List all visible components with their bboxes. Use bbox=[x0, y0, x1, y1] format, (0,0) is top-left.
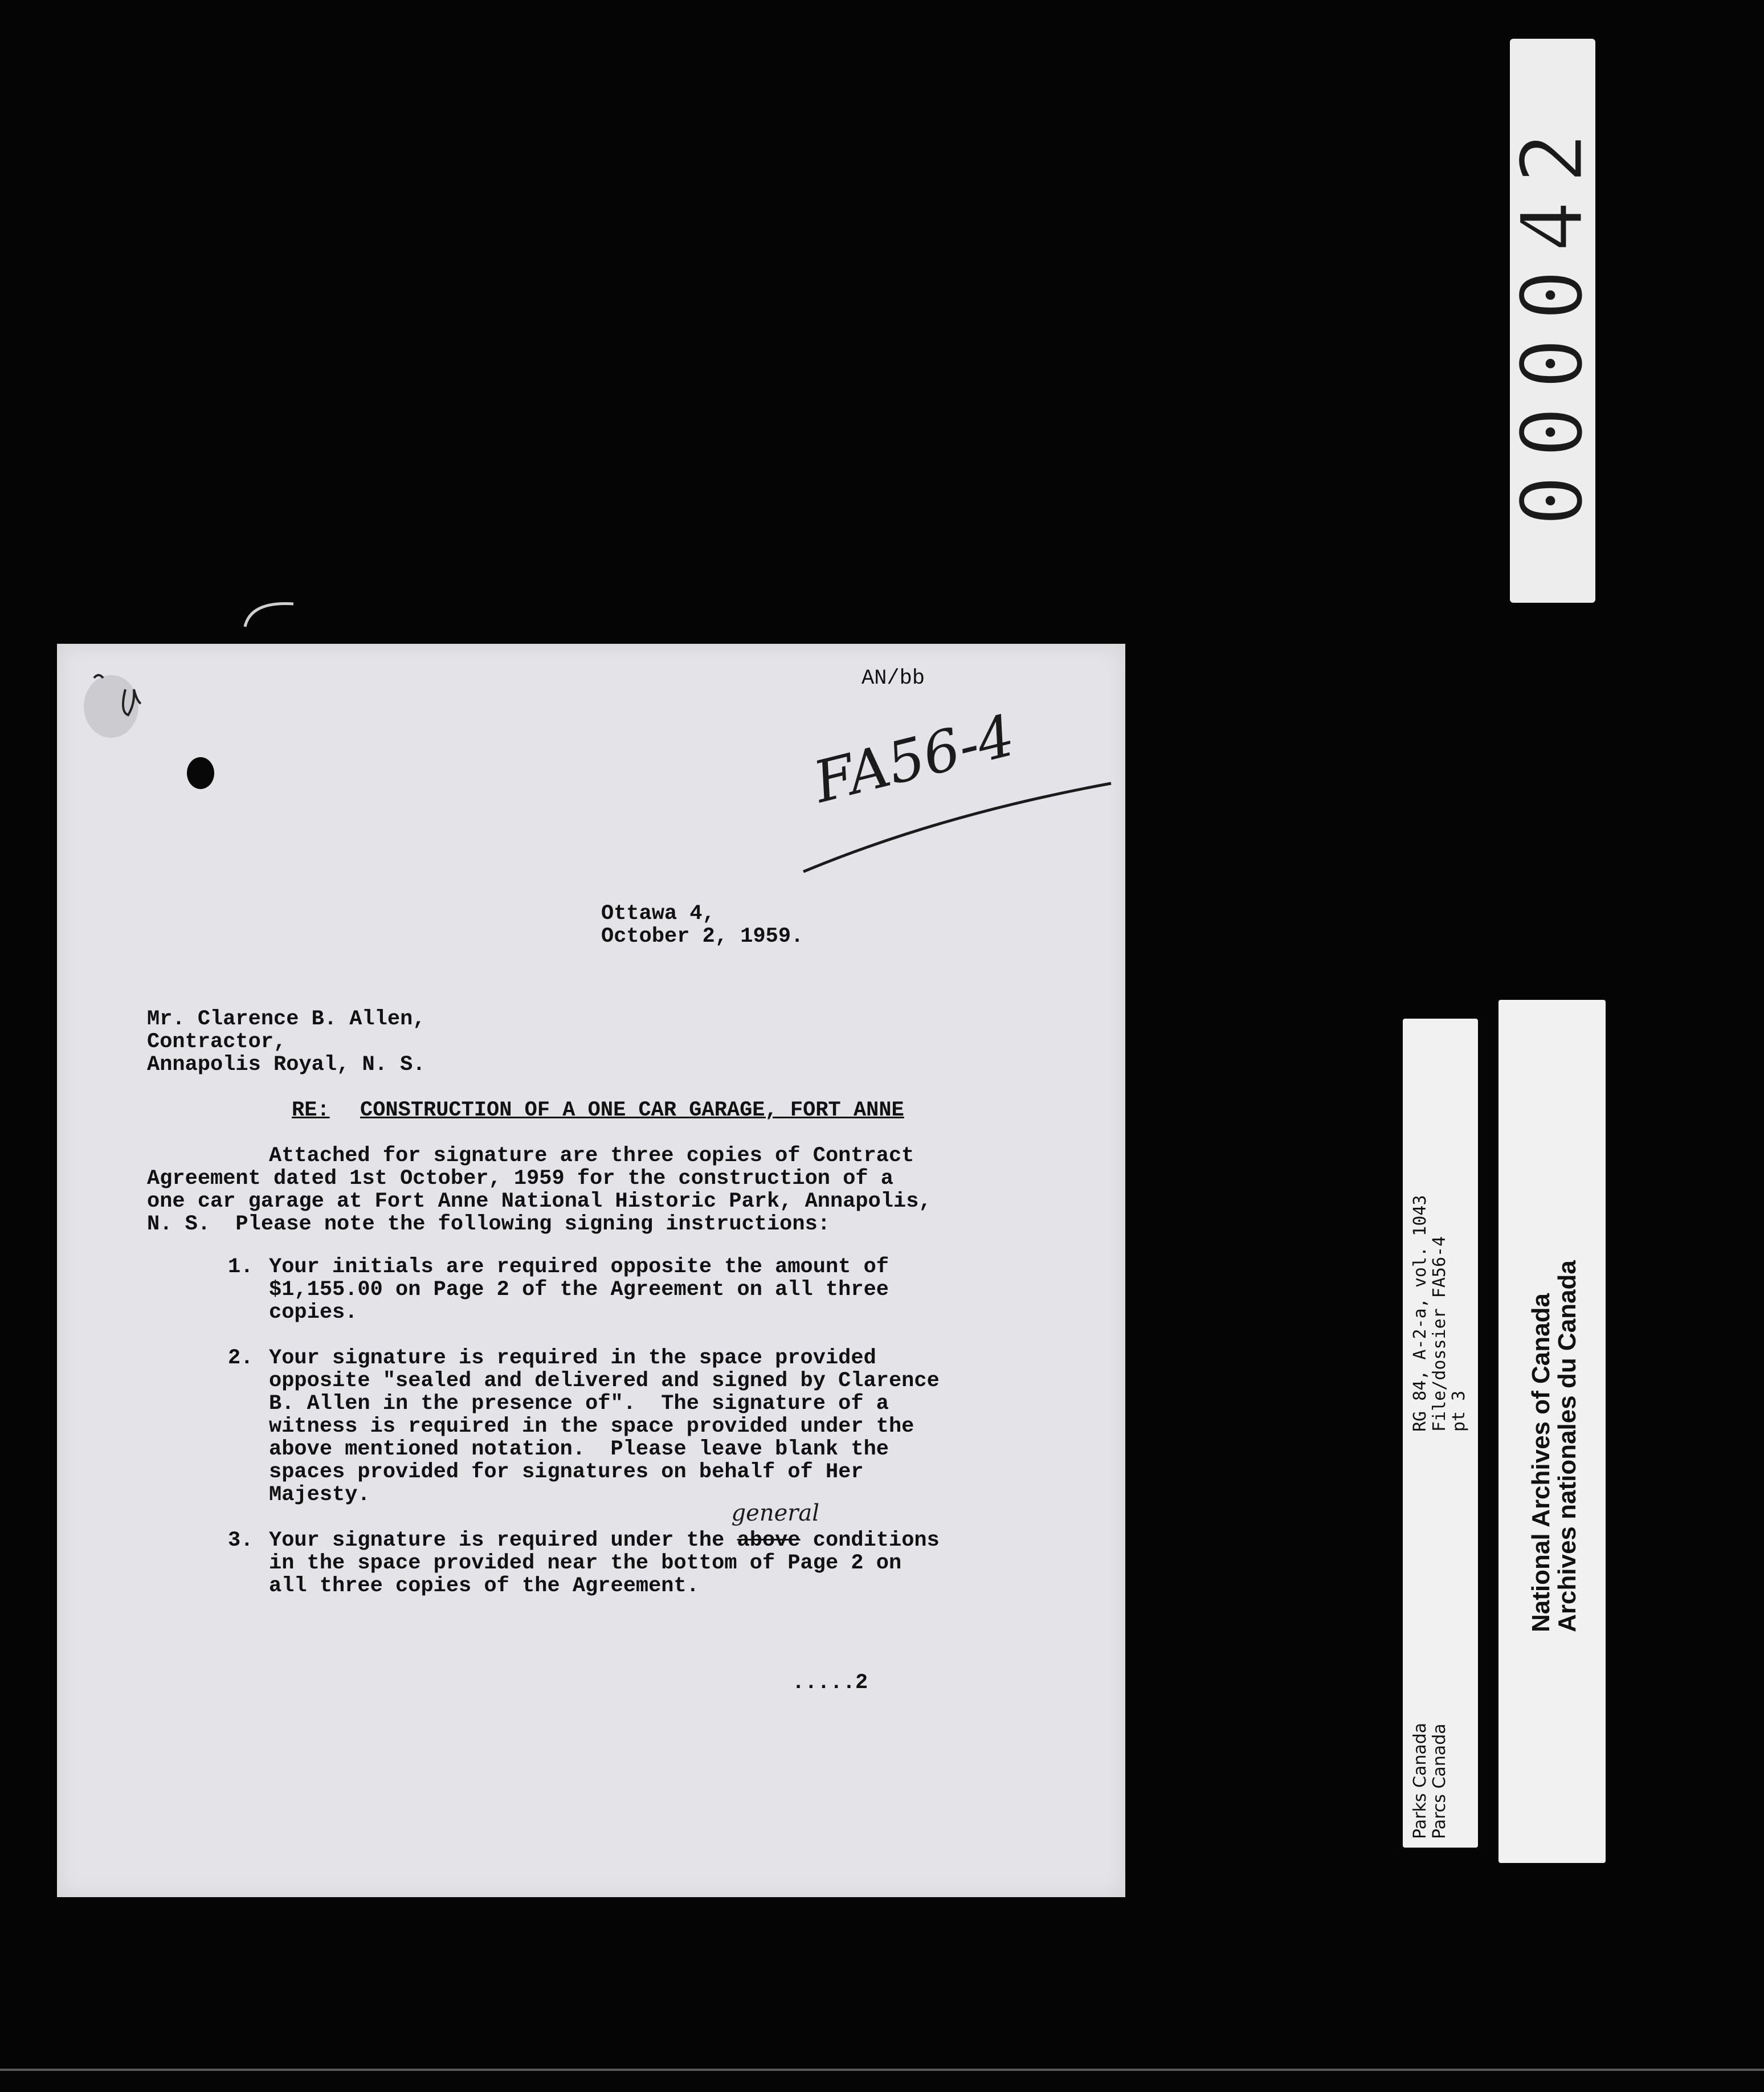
page-continuation: .....2 bbox=[792, 1671, 868, 1695]
frame-number: 000042 bbox=[1503, 115, 1602, 526]
paper-clip-mark bbox=[239, 595, 302, 635]
item-line-with-correction bbox=[269, 1500, 940, 1552]
item-number: 2. bbox=[228, 1346, 254, 1370]
recipient-title: Contractor, bbox=[147, 1030, 287, 1054]
source-line: File/dossier FA56-4 bbox=[1430, 1236, 1449, 1432]
owner-name-fr: Parcs Canada bbox=[1430, 1723, 1449, 1839]
subject-text: CONSTRUCTION OF A ONE CAR GARAGE, FORT ANNE bbox=[360, 1098, 904, 1122]
intro-line: Agreement dated 1st October, 1959 for the construction of a bbox=[147, 1167, 894, 1191]
archives-name-en: National Archives of Canada bbox=[1527, 1293, 1555, 1632]
source-reference bbox=[1411, 1195, 1469, 1432]
item-line: B. Allen in the presence of". The signature of a bbox=[269, 1392, 889, 1416]
archives-name bbox=[1528, 1260, 1581, 1632]
intro-line: one car garage at Fort Anne National Historic Park, Annapolis, bbox=[147, 1190, 932, 1213]
item-text: conditions bbox=[800, 1529, 940, 1552]
handwritten-insert: general bbox=[731, 1500, 820, 1526]
item-line: spaces provided for signatures on behalf of Her bbox=[269, 1460, 864, 1484]
corner-initials-mark bbox=[68, 658, 228, 789]
correction bbox=[731, 1500, 820, 1552]
struck-word: above bbox=[737, 1529, 801, 1552]
reference-initials: AN/bb bbox=[861, 667, 925, 690]
item-line: copies. bbox=[269, 1301, 358, 1325]
item-line: in the space provided near the bottom of Page 2 on bbox=[269, 1551, 902, 1575]
intro-line: Attached for signature are three copies of Contract bbox=[269, 1144, 914, 1168]
recipient-name: Mr. Clarence B. Allen, bbox=[147, 1007, 426, 1031]
item-text: Your signature is required under the bbox=[269, 1529, 737, 1552]
item-line: above mentioned notation. Please leave blank the bbox=[269, 1437, 889, 1461]
bottom-edge-line bbox=[0, 2069, 1764, 2071]
source-label bbox=[1403, 1019, 1478, 1848]
item-line: Your initials are required opposite the amount of bbox=[269, 1255, 889, 1279]
item-line: all three copies of the Agreement. bbox=[269, 1574, 699, 1598]
item-line: Majesty. bbox=[269, 1483, 370, 1507]
file-number-annotation: FA56-4 bbox=[807, 701, 1021, 816]
subject-label: RE: bbox=[292, 1098, 330, 1122]
owner-name-en: Parks Canada bbox=[1410, 1722, 1430, 1839]
intro-line: N. S. Please note the following signing instructions: bbox=[147, 1212, 830, 1236]
letter-page bbox=[57, 644, 1125, 1897]
item-number: 3. bbox=[228, 1529, 254, 1552]
recipient-address: Annapolis Royal, N. S. bbox=[147, 1053, 426, 1077]
annotation-underline bbox=[798, 769, 1117, 883]
archives-label bbox=[1498, 1000, 1606, 1863]
frame-number-strip bbox=[1503, 39, 1602, 603]
letter-date: October 2, 1959. bbox=[601, 925, 804, 949]
item-line: opposite "sealed and delivered and signed by Clarence bbox=[269, 1369, 940, 1393]
item-line: witness is required in the space provided under the bbox=[269, 1415, 914, 1439]
item-line: $1,155.00 on Page 2 of the Agreement on all three bbox=[269, 1278, 889, 1302]
source-line: pt 3 bbox=[1449, 1390, 1469, 1432]
item-number: 1. bbox=[228, 1255, 254, 1279]
letter-place: Ottawa 4, bbox=[601, 902, 715, 926]
archives-name-fr: Archives nationales du Canada bbox=[1553, 1260, 1581, 1632]
item-line: Your signature is required in the space provided bbox=[269, 1346, 876, 1370]
source-line: RG 84, A-2-a, vol. 1043 bbox=[1410, 1195, 1430, 1432]
owner-name bbox=[1411, 1723, 1449, 1839]
